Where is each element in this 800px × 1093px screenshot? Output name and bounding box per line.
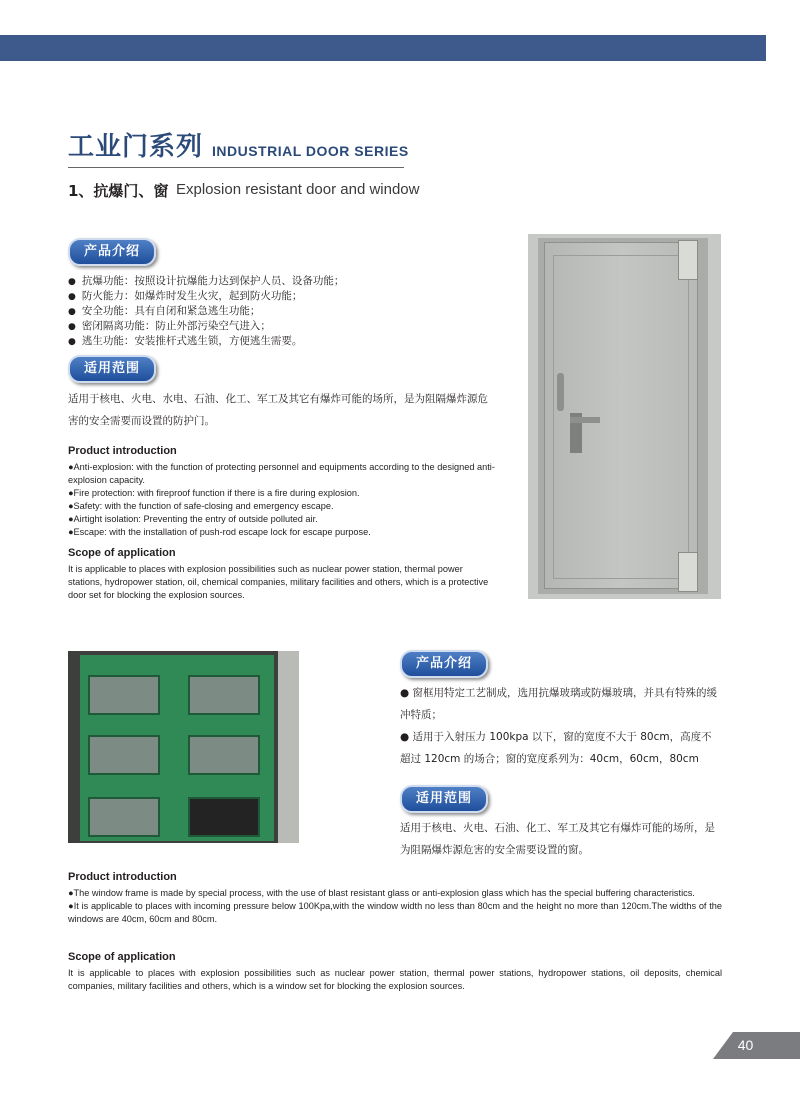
door-scope-cn: 适用于核电、火电、水电、石油、化工、军工及其它有爆炸可能的场所，是为阻隔爆炸源危害的安全需要而设置的防护门。 [68, 393, 488, 427]
explosion-window-photo [68, 651, 299, 843]
title-underline [68, 167, 404, 168]
window-frame [80, 655, 274, 841]
list-item: ● 逃生功能：安装推杆式逃生锁，方便逃生需要。 [68, 334, 498, 349]
window-intro-en-heading: Product introduction [68, 871, 177, 883]
list-item: ●Anti-explosion: with the function of protecting personnel and equipments according to the designed anti-explosion capacity. [68, 462, 495, 485]
list-item: ●It is applicable to places with incoming pressure below 100Kpa,with the window width no less than 80cm and the height no more than 120cm.The widths of the windows are 40cm, 60cm and 80cm. [68, 901, 722, 924]
list-item: ● 抗爆功能：按照设计抗爆能力达到保护人员、设备功能； [68, 274, 498, 289]
window-pane [88, 735, 160, 775]
wall-edge [278, 651, 299, 843]
list-item: ● 防火能力：如爆炸时发生火灾，起到防火功能； [68, 289, 498, 304]
door-hinge-bottom [678, 552, 698, 592]
window-pane [188, 797, 260, 837]
door-scope-en: It is applicable to places with explosion possibilities such as nuclear power station, thermal power stations, hydropower station, oil, chemical companies, military facilities and others, which is a protective door set for blocking the explosion sources. [68, 564, 489, 600]
window-features-cn [400, 682, 722, 770]
page-title-en: INDUSTRIAL DOOR SERIES [212, 143, 409, 159]
section-heading-cn: 1、抗爆门、窗 [68, 182, 169, 200]
list-item: ● 密闭隔离功能：防止外部污染空气进入； [68, 319, 498, 334]
window-pane [88, 797, 160, 837]
window-pane [188, 735, 260, 775]
list-item-text: 适用于入射压力 100kpa 以下，窗的宽度不大于 80cm，高度不超过 120cm 的场合；窗的宽度系列为：40cm，60cm，80cm [400, 731, 712, 765]
list-item: ●Safety: with the function of safe-closing and emergency escape. [68, 501, 334, 511]
top-banner-bar [0, 35, 766, 61]
explosion-door-photo [528, 234, 721, 599]
list-item: ●Fire protection: with fireproof function if there is a fire during explosion. [68, 488, 360, 498]
list-item: ●Escape: with the installation of push-rod escape lock for escape purpose. [68, 527, 371, 537]
door-intro-en-heading: Product introduction [68, 445, 177, 457]
door-intro-badge: 产品介绍 [68, 238, 156, 266]
page-title-cn: 工业门系列 [68, 132, 204, 162]
window-intro-badge: 产品介绍 [400, 650, 488, 678]
door-scope-badge: 适用范围 [68, 355, 156, 383]
door-hinge-top [678, 240, 698, 280]
window-scope-en: It is applicable to places with explosion possibilities such as nuclear power station, thermal power stations, hydropower stations, oil deposits, chemical companies, military facilities and others, which is a window set for blocking the explosion sources. [68, 968, 722, 991]
list-item-text: 窗框用特定工艺制成，选用抗爆玻璃或防爆玻璃，并具有特殊的缓冲特质； [400, 687, 717, 721]
list-item [400, 726, 722, 770]
window-scope-badge: 适用范围 [400, 785, 488, 813]
door-leaf [544, 242, 698, 589]
page-number: 40 [737, 1037, 754, 1053]
list-item: ●Airtight isolation: Preventing the entry of outside polluted air. [68, 514, 318, 524]
window-intro-en-list [68, 887, 722, 926]
bullet-icon: ● [400, 687, 413, 699]
door-features-cn [68, 274, 498, 349]
door-pull-handle [557, 373, 564, 411]
window-scope-cn: 适用于核电、火电、石油、化工、军工及其它有爆炸可能的场所，是为阻隔爆炸源危害的安全需要设置的窗。 [400, 822, 715, 856]
window-pane [88, 675, 160, 715]
window-pane [188, 675, 260, 715]
door-intro-en-list [68, 461, 496, 539]
section-heading-en: Explosion resistant door and window [176, 181, 420, 198]
door-lever-handle [570, 417, 600, 423]
door-scope-en-heading: Scope of application [68, 547, 176, 559]
list-item: ●The window frame is made by special process, with the use of blast resistant glass or anti-explosion glass which has the special buffering characteristics. [68, 888, 695, 898]
bullet-icon: ● [400, 731, 413, 743]
list-item: ● 安全功能：具有自闭和紧急逃生功能； [68, 304, 498, 319]
window-scope-en-heading: Scope of application [68, 951, 176, 963]
list-item [400, 682, 722, 726]
